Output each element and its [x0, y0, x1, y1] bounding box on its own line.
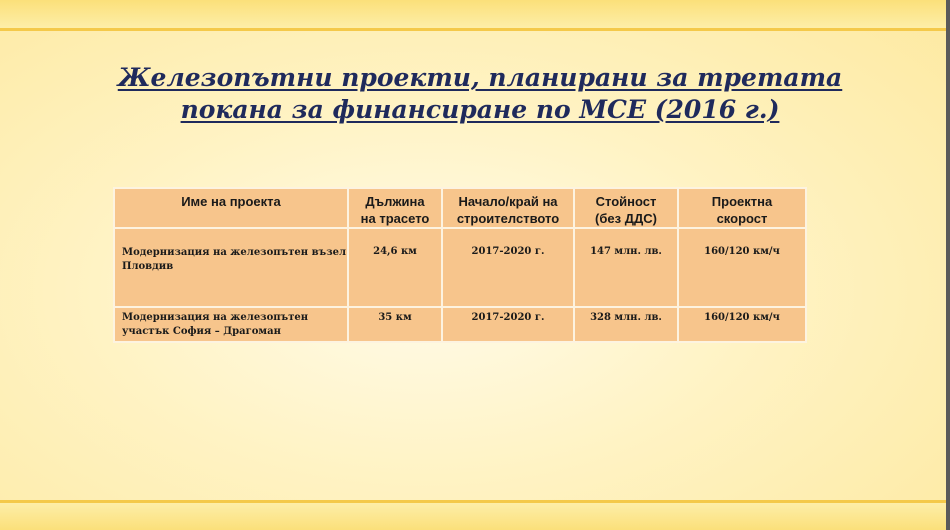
header-construction-period: Начало/край на строителството [442, 188, 574, 228]
cell-route-length: 35 км [348, 307, 442, 342]
header-project-name: Име на проекта [114, 188, 348, 228]
header-cost: Стойност (без ДДС) [574, 188, 678, 228]
header-design-speed: Проектна скорост [678, 188, 806, 228]
cell-cost: 328 млн. лв. [574, 307, 678, 342]
slide-title-line-1: Железопътни проекти, планирани за третата [117, 63, 843, 92]
cell-route-length: 24,6 км [348, 228, 442, 307]
slide-title [90, 62, 870, 126]
cell-cost: 147 млн. лв. [574, 228, 678, 307]
cell-construction-period: 2017-2020 г. [442, 228, 574, 307]
bottom-decorative-band [0, 503, 946, 530]
table-row [114, 228, 806, 307]
window-right-edge [946, 0, 950, 530]
header-route-length: Дължина на трасето [348, 188, 442, 228]
slide-title-line-2: покана за финансиране по МСЕ (2016 г.) [180, 95, 780, 124]
top-decorative-band [0, 0, 946, 28]
table-row [114, 307, 806, 342]
table-header-row [114, 188, 806, 228]
top-decorative-stripe [0, 28, 946, 31]
cell-project-name: Модернизация на железопътен участък София – Драгоман [114, 307, 348, 342]
cell-design-speed: 160/120 км/ч [678, 307, 806, 342]
cell-construction-period: 2017-2020 г. [442, 307, 574, 342]
cell-project-name: Модернизация на железопътен възел Пловдив [114, 228, 348, 307]
projects-table [113, 187, 807, 343]
cell-design-speed: 160/120 км/ч [678, 228, 806, 307]
